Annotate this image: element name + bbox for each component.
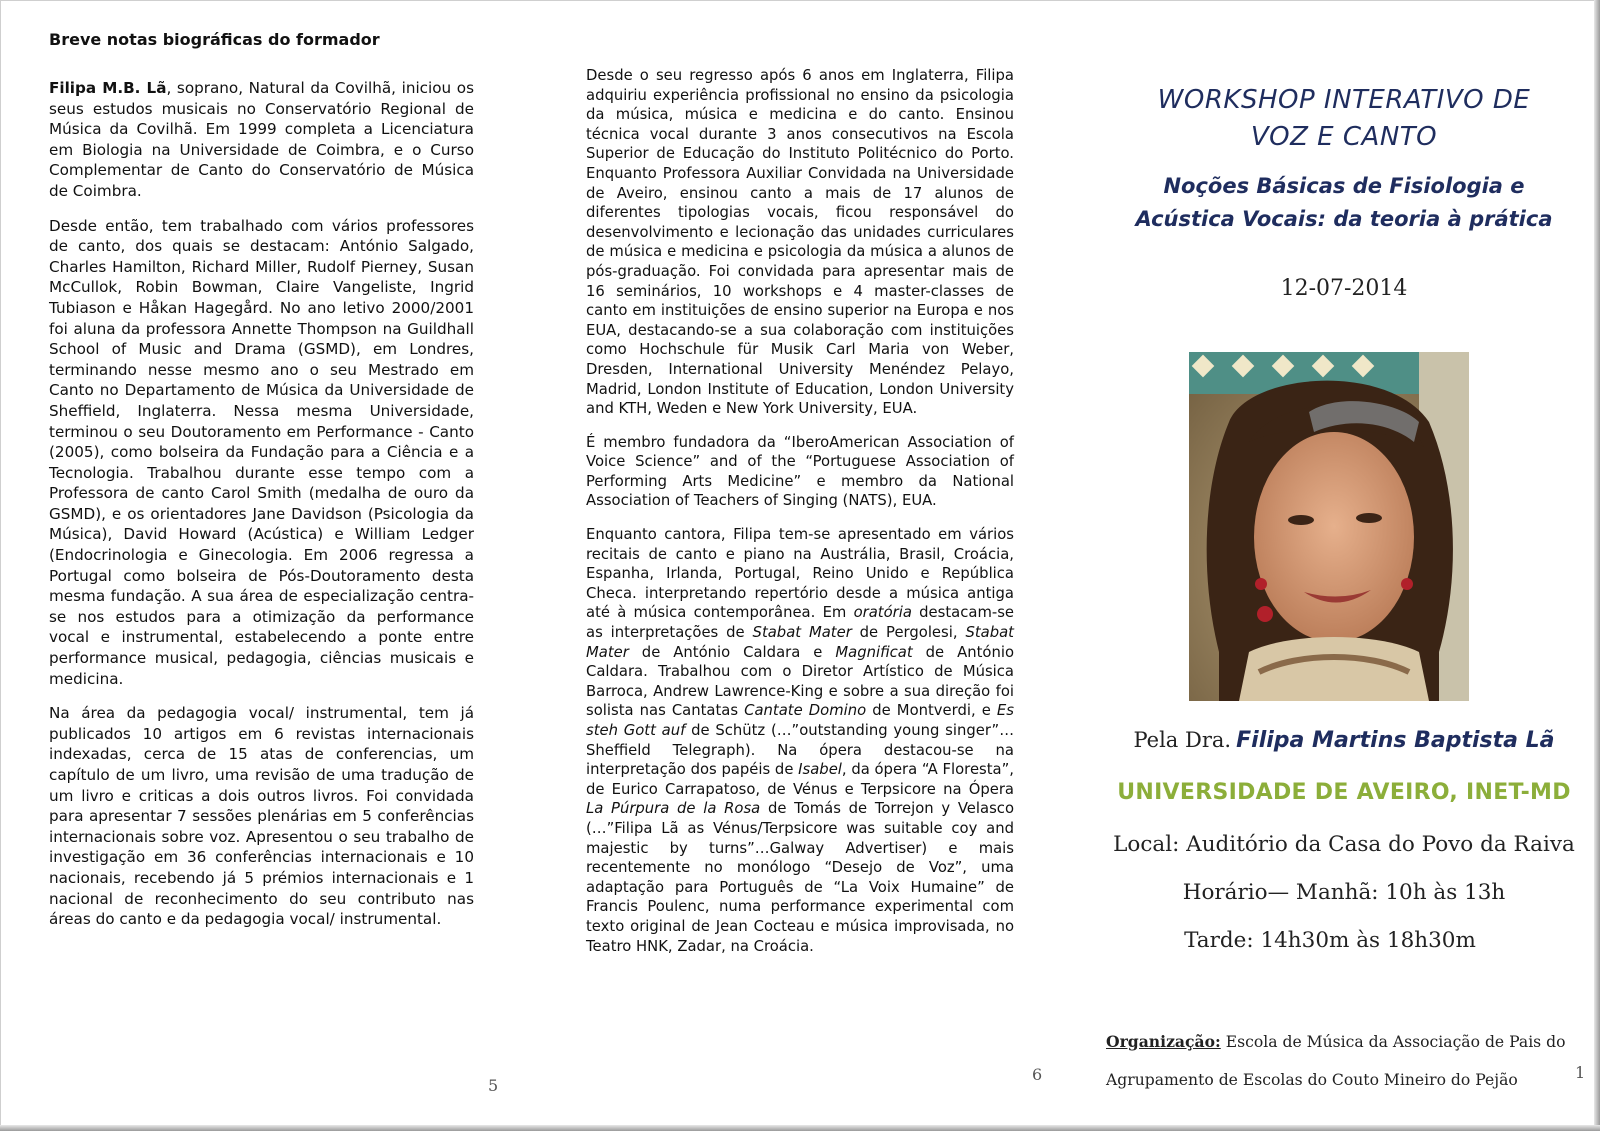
membership-paragraph: É membro fundadora da “IberoAmerican Association of Voice Science” and of the “Portuguese Association of Performing Arts Medicine” e membro da National Association of Teachers of Singing (NATS), EUA. [586, 433, 1014, 510]
singer-text: de Montverdi, e [866, 702, 997, 720]
workshop-subtitle-line1: Noções Básicas de Fisiologia e [1163, 174, 1525, 198]
work-title: Isabel [798, 761, 842, 779]
bio-paragraph-3: Na área da pedagogia vocal/ instrumental, tem já publicados 10 artigos em 6 revistas internacionais indexadas, cerca de 15 atas de conferencias, um capítulo de um livro, uma revisão de uma tradução de um livro e criticas a dois outros livros. Foi convidada para apresentar 7 sessões plenárias em 5 conferências internacionais sobre voz. Apresentou o seu trabalho de investigação em 36 conferências internacionais e 10 nacionais, recebendo já 5 prémios internacionais e 1 nacional de reconhecimento do seu contributo nas áreas do canto e da pedagogia vocal/ instrumental. [49, 704, 474, 929]
bio-heading: Breve notas biográficas do formador [49, 30, 380, 49]
work-title: Stabat Mater [586, 624, 1014, 661]
bio-column-middle [586, 66, 1014, 970]
workshop-title [1104, 82, 1584, 156]
organization-line2: Agrupamento de Escolas do Couto Mineiro do Pejão [1106, 1071, 1518, 1089]
presenter-portrait-image [1189, 352, 1469, 701]
bio-name: Filipa M.B. Lã [49, 79, 167, 97]
page-shadow-bottom [0, 1125, 1600, 1131]
work-title: Magnificat [835, 643, 913, 661]
singer-text: de António Caldara e [628, 643, 836, 661]
page-number-6: 6 [1032, 1065, 1043, 1084]
singer-text: de Schütz (…”outstanding young singer”… Sheffield Telegraph). Na ópera destacou-se na interpretação dos papéis de [586, 722, 1014, 779]
work-title: Cantate Domino [744, 702, 867, 720]
organization-text [1106, 1023, 1586, 1099]
bio-paragraph-1-text: , soprano, Natural da Covilhã, iniciou os seus estudos musicais no Conservatório Regional de Música da Covilhã. Em 1999 completa a Licenciatura em Biologia na Universidade de Coimbra, e o Curso Complementar de Canto do Conservatório de Música de Coimbra. [49, 79, 474, 200]
work-title: oratória [853, 604, 912, 622]
page-shadow-right [1594, 0, 1600, 1131]
workshop-cover [1104, 82, 1584, 301]
work-title: La Púrpura de la Rosa [586, 800, 761, 818]
workshop-date: 12-07-2014 [1280, 276, 1408, 301]
bio-paragraph-2: Desde então, tem trabalhado com vários professores de canto, dos quais se destacam: António Salgado, Charles Hamilton, Richard Miller, Rudolf Pierney, Susan McCullok, Robin Bowman, Claire Vangeliste, Ingrid Tubiason e Håkan Hagegård. No ano letivo 2000/2001 foi aluna da professora Annette Thompson na Guildhall School of Music and Drama (GSMD), em Londres, terminando nesse mesmo ano o seu Mestrado em Canto no Departamento de Música da Universidade de Sheffield, Inglaterra. Nessa mesma Universidade, terminou o seu Doutoramento em Performance - Canto (2005), como bolseira da Fundação para a Ciência e a Tecnologia. Trabalhou durante esse tempo com a Professora de canto Carol Smith (medalha de ouro da GSMD), e os orientadores Jane Davidson (Psicologia da Música), David Howard (Acústica) e William Ledger (Endocrinologia e Ginecologia. Em 2006 regressa a Portugal como bolseira de Pós-Doutoramento desta mesma fundação. A sua área de especialização centra-se nos estudos para a otimização da performance vocal e instrumental, estabelecendo a ponte entre performance musical, pedagogia, ciências musicais e medicina. [49, 216, 474, 688]
venue-text: Local: Auditório da Casa do Povo da Raiva [1113, 832, 1575, 857]
page-number-1: 1 [1575, 1063, 1586, 1082]
presenter-line [1104, 728, 1584, 753]
presenter-name: Filipa Martins Baptista Lã [1236, 728, 1555, 753]
workshop-title-line2: VOZ E CANTO [1250, 122, 1438, 152]
workshop-subtitle-line2: Acústica Vocais: da teoria à prática [1135, 207, 1553, 231]
workshop-title-line1: WORKSHOP INTERATIVO DE [1157, 85, 1531, 115]
singer-text: , da ópera “A Floresta”, de Eurico Carrapatoso, de Vénus e Terpsicore na Ópera [586, 761, 1014, 798]
work-title: Es steh Gott auf [586, 702, 1014, 739]
singer-text: de António Caldara. Trabalhou com o Diretor Artístico de Música Barroca, Andrew Lawrence-King e sobre a sua direção foi solista nas Cantatas [586, 643, 1014, 720]
presenter-prefix: Pela Dra. [1133, 728, 1232, 752]
career-paragraph: Desde o seu regresso após 6 anos em Inglaterra, Filipa adquiriu experiência profissional no ensino da psicologia da música, música e medicina e do canto. Ensinou técnica vocal durante 3 anos consecutivos na Escola Superior de Educação do Instituto Politécnico do Porto. Enquanto Professora Auxiliar Convidada na Universidade de Aveiro, ensinou canto a mais de 17 alunos de diferentes tipologias vocais, ficou responsável do desenvolvimento e lecionação das unidades curriculares de música e medicina e psicologia da música a alunos de pós-graduação. Foi convidada para apresentar mais de 16 seminários, 10 workshops e 4 master-classes de canto em instituições de ensino superior na Europa e nos EUA, destacando-se a sua colaboração com instituições como Hochschule für Musik Carl Maria von Weber, Dresden, International University Menéndez Pelayo, Madrid, London Institute of Education, London University and KTH, Weden e New York University, EUA. [586, 67, 1014, 418]
work-title: Stabat Mater [752, 624, 852, 642]
singer-text: Enquanto cantora, Filipa tem-se apresentado em vários recitais de canto e piano na Austrália, Brasil, Croácia, Espanha, Irlanda, Portugal, Reino Unido e República Checa. interpretando repertório desde a música antiga até à música contemporânea. Em [586, 526, 1014, 622]
university-name: UNIVERSIDADE DE AVEIRO, INET-MD [1117, 780, 1571, 805]
presenter-photo [1189, 352, 1469, 701]
workshop-subtitle [1104, 170, 1584, 236]
schedule-afternoon: Tarde: 14h30m às 18h30m [1184, 928, 1476, 953]
singer-text: de Tomás de Torrejon y Velasco (…”Filipa Lã as Vénus/Terpsicore was suitable coy and majestic by turns”…Galway Advertiser) e mais recentemente no monólogo “Desejo de Voz”, uma adaptação para Português de “La Voix Humaine” de Francis Poulenc, numa performance experimental com texto original de Jean Cocteau e música improvisada, no Teatro HNK, Zadar, na Croácia. [586, 800, 1014, 955]
schedule-morning: Horário— Manhã: 10h às 13h [1182, 880, 1506, 905]
bio-paragraph-1 [49, 78, 474, 202]
page-number-5: 5 [488, 1076, 499, 1095]
singer-text: de Pergolesi, [851, 624, 966, 642]
singer-text: destacam-se as interpretações de [586, 604, 1015, 642]
bio-column-left [49, 78, 474, 944]
singer-paragraph [586, 525, 1014, 956]
organization-line1: Escola de Música da Associação de Pais do [1220, 1033, 1566, 1051]
organization-label: Organização: [1106, 1032, 1221, 1051]
